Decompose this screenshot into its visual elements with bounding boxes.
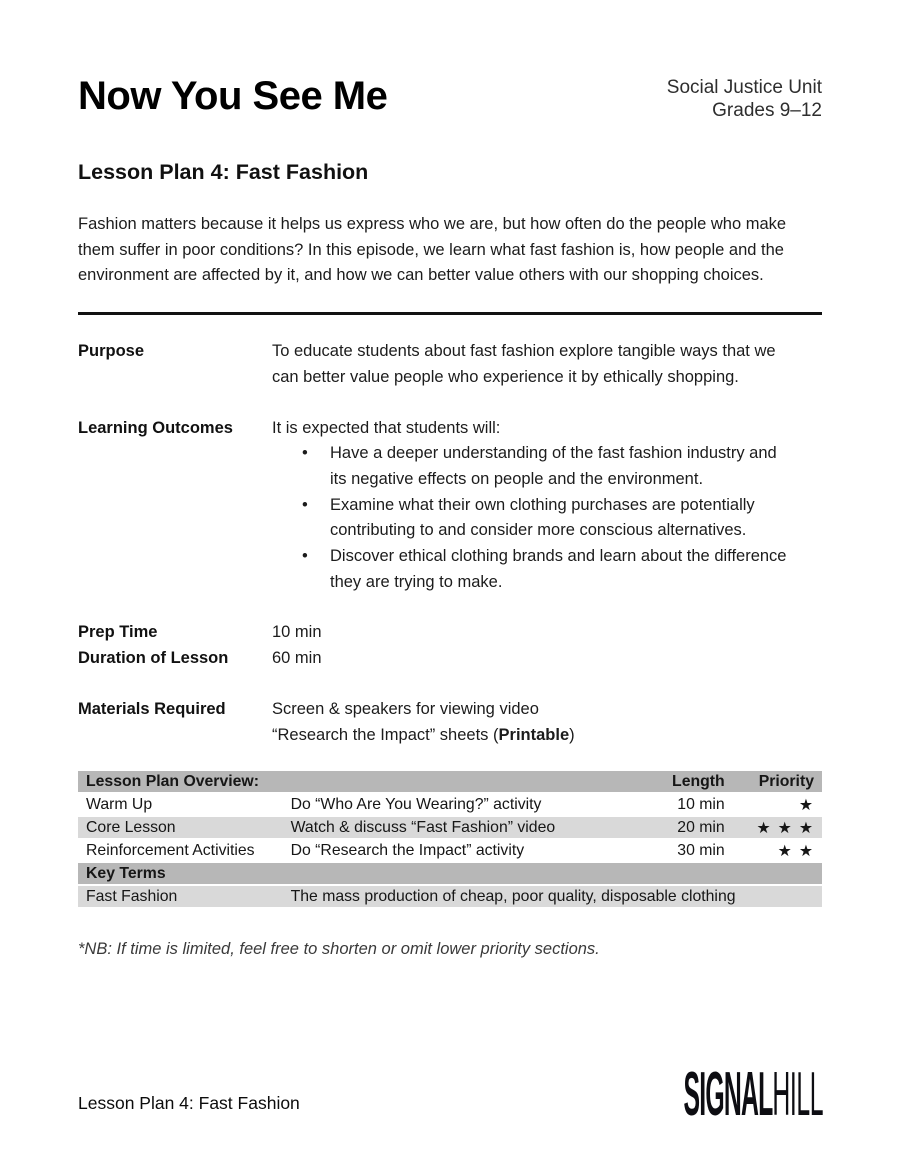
lesson-intro: Fashion matters because it helps us express who we are, but how often do the people who make them suffer in poor conditions? In this episode, we learn what fast fashion is, how people and the environment are affected by it, and how we can better value others with our shopping choices. bbox=[78, 215, 787, 285]
outcomes-row bbox=[78, 416, 822, 596]
key-term-row bbox=[78, 886, 822, 907]
page-header bbox=[78, 76, 822, 122]
section-divider bbox=[78, 312, 822, 315]
priority-note: *NB: If time is limited, feel free to shorten or omit lower priority sections. bbox=[78, 940, 600, 959]
outcomes-label: Learning Outcomes bbox=[78, 418, 233, 437]
activity-cell: Core Lesson bbox=[78, 817, 283, 838]
priority-cell: ★ ★ ★ bbox=[733, 817, 822, 838]
activity-cell: Reinforcement Activities bbox=[86, 841, 255, 859]
table-row bbox=[78, 840, 822, 861]
table-header-row bbox=[78, 771, 822, 792]
duration-label: Duration of Lesson bbox=[78, 649, 229, 668]
lesson-plan-overview-table bbox=[78, 769, 822, 909]
key-terms-header-row bbox=[78, 863, 822, 884]
lesson-heading: Lesson Plan 4: Fast Fashion bbox=[78, 160, 369, 184]
header-meta bbox=[667, 76, 822, 122]
outcome-item: • Examine what their own clothing purchases are potentially contributing to and consider more conscious alternatives. bbox=[272, 493, 794, 544]
length-cell: 10 min bbox=[677, 795, 725, 813]
key-term-name: Fast Fashion bbox=[78, 886, 283, 907]
signalhill-logo bbox=[683, 1060, 823, 1129]
materials-label: Materials Required bbox=[78, 699, 226, 718]
table-header-priority: Priority bbox=[733, 771, 822, 792]
description-cell: Do “Who Are You Wearing?” activity bbox=[290, 795, 542, 813]
table-header-title: Lesson Plan Overview: bbox=[78, 771, 651, 792]
materials-content bbox=[272, 697, 794, 748]
prep-time-row bbox=[78, 620, 822, 646]
description-cell: Do “Research the Impact” activity bbox=[290, 841, 525, 859]
materials-row bbox=[78, 697, 822, 748]
footer-title: Lesson Plan 4: Fast Fashion bbox=[78, 1093, 300, 1113]
prep-time-label: Prep Time bbox=[78, 623, 158, 642]
key-term-definition: The mass production of cheap, poor quality, disposable clothing bbox=[283, 886, 822, 907]
duration-row bbox=[78, 646, 822, 672]
activity-cell: Warm Up bbox=[86, 795, 153, 813]
table-row bbox=[78, 794, 822, 815]
unit-label: Social Justice Unit bbox=[666, 77, 822, 98]
table-header-length: Length bbox=[651, 771, 733, 792]
materials-line-2 bbox=[272, 723, 794, 749]
outcome-item: • Discover ethical clothing brands and learn about the difference they are trying to make. bbox=[272, 544, 794, 595]
key-terms-header: Key Terms bbox=[78, 863, 822, 884]
duration-value: 60 min bbox=[272, 649, 322, 668]
page-title: Now You See Me bbox=[78, 74, 388, 118]
length-cell: 30 min bbox=[677, 841, 725, 859]
purpose-label: Purpose bbox=[78, 342, 145, 361]
logo-hill: HILL bbox=[772, 1060, 823, 1129]
outcomes-content bbox=[272, 416, 794, 596]
materials-line2-prefix: “Research the Impact” sheets ( bbox=[272, 725, 499, 744]
prep-time-value: 10 min bbox=[272, 623, 322, 642]
purpose-row bbox=[78, 339, 822, 390]
table-row bbox=[78, 817, 822, 838]
materials-line-1: Screen & speakers for viewing video bbox=[272, 699, 539, 718]
materials-line2-suffix: ) bbox=[569, 725, 575, 744]
length-cell: 20 min bbox=[651, 817, 733, 838]
outcomes-list bbox=[272, 441, 794, 595]
materials-line2-bold: Printable bbox=[498, 725, 570, 744]
description-cell: Watch & discuss “Fast Fashion” video bbox=[283, 817, 651, 838]
lesson-details bbox=[78, 339, 822, 748]
logo-signal: SIGNAL bbox=[683, 1060, 773, 1129]
priority-cell: ★ ★ bbox=[777, 841, 814, 861]
priority-cell: ★ bbox=[798, 795, 814, 815]
grades-label: Grades 9–12 bbox=[712, 100, 822, 121]
outcomes-lead: It is expected that students will: bbox=[272, 418, 501, 437]
outcome-item: • Have a deeper understanding of the fast fashion industry and its negative effects on people and the environment. bbox=[272, 441, 794, 492]
purpose-text: To educate students about fast fashion explore tangible ways that we can better value people who experience it by ethically shopping. bbox=[272, 342, 776, 386]
